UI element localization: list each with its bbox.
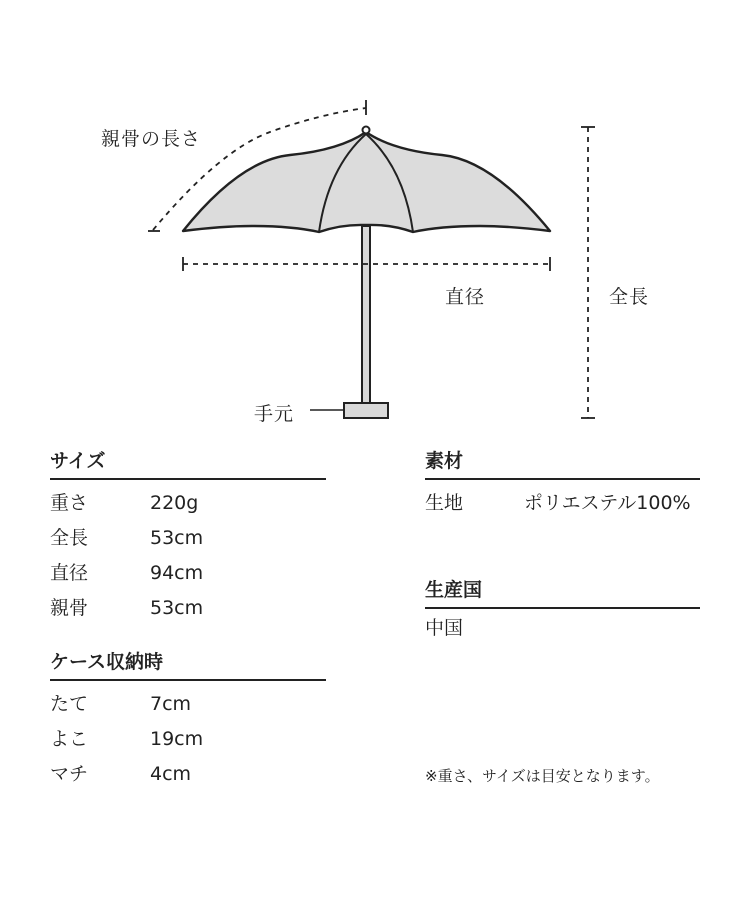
spec-label: 生地 <box>425 492 464 514</box>
origin-section <box>425 575 700 646</box>
case-section-title: ケース収納時 <box>50 651 164 673</box>
spec-value: 94cm <box>150 562 204 584</box>
rib-length-label: 親骨の長さ <box>101 128 202 150</box>
handle-label: 手元 <box>254 403 295 425</box>
case-section <box>50 647 326 792</box>
umbrella-shaft <box>362 226 370 404</box>
spec-row-width <box>50 722 326 757</box>
spec-label: マチ <box>50 763 89 785</box>
size-section-title: サイズ <box>50 450 106 472</box>
spec-value: 220g <box>150 492 199 514</box>
spec-row-country <box>425 611 700 646</box>
spec-row-diameter <box>50 556 326 591</box>
umbrella-tip <box>363 127 370 134</box>
diameter-label: 直径 <box>445 286 486 308</box>
total-length-label: 全長 <box>609 286 650 308</box>
spec-value: 中国 <box>425 617 464 639</box>
spec-value: 7cm <box>150 693 192 715</box>
spec-label: 全長 <box>50 527 89 549</box>
spec-row-depth <box>50 757 326 792</box>
spec-label: たて <box>50 693 89 715</box>
spec-value: 19cm <box>150 728 204 750</box>
umbrella-handle <box>344 403 388 418</box>
spec-value: 4cm <box>150 763 192 785</box>
size-section <box>50 446 326 626</box>
spec-value: 53cm <box>150 527 204 549</box>
spec-row-height <box>50 687 326 722</box>
size-disclaimer-note: ※重さ、サイズは目安となります。 <box>425 767 660 785</box>
spec-row-total-length <box>50 521 326 556</box>
umbrella-diagram <box>0 0 750 440</box>
origin-section-title: 生産国 <box>425 579 483 601</box>
spec-row-weight <box>50 486 326 521</box>
spec-label: 重さ <box>50 492 89 514</box>
material-section <box>425 446 700 521</box>
spec-label: 親骨 <box>50 597 89 619</box>
spec-value: ポリエステル100% <box>524 492 691 514</box>
spec-row-fabric <box>425 486 700 521</box>
material-section-title: 素材 <box>425 450 464 472</box>
spec-label: 直径 <box>50 562 89 584</box>
spec-value: 53cm <box>150 597 204 619</box>
umbrella-canopy <box>183 132 550 232</box>
spec-row-rib <box>50 591 326 626</box>
spec-label: よこ <box>50 728 89 750</box>
